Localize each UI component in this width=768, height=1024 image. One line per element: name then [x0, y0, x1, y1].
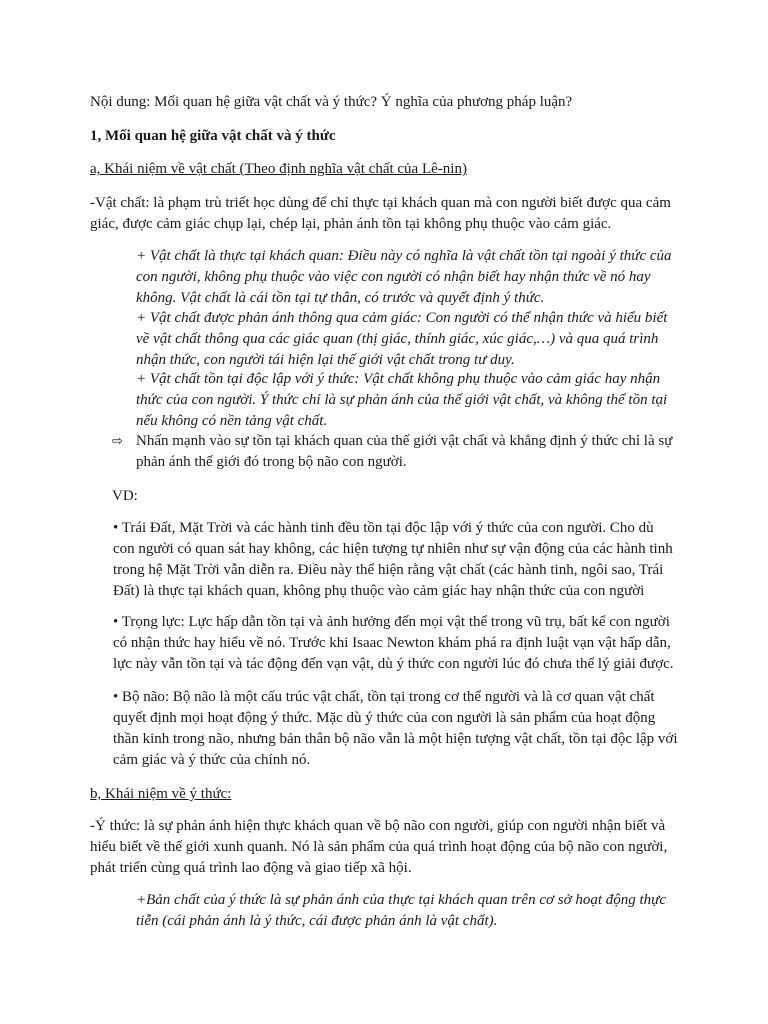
- example-3: • Bộ não: Bộ não là một cấu trúc vật chất, tồn tại trong cơ thể người và là cơ quan vật chất quyết định mọi hoạt động ý thức. Mặc dù ý thức của con người là sản phẩm của hoạt động thần kinh trong não, nhưng bản thân bộ não vẫn là một hiện tượng vật chất, tồn tại độc lập với cảm giác và ý thức của chính nó.: [113, 689, 678, 768]
- consciousness-definition: -Ý thức: là sự phản ánh hiện thực khách quan về bộ não con người, giúp con người nhận biết và hiểu biết về thế giới xunh quanh. Nó là sản phẩm của quá trình hoạt động của bộ não con người, phát triển cùng quá trình lao động và giao tiếp xã hội.: [90, 818, 668, 876]
- matter-point-1: + Vật chất là thực tại khách quan: Điều này có nghĩa là vật chất tồn tại ngoài ý thức của con người, không phụ thuộc vào việc con người có nhận biết hay nhận thức về nó hay không. Vật chất là cái tồn tại tự thân, có trước và quyết định ý thức.: [136, 248, 672, 306]
- subsection-a-text: a, Khái niệm về vật chất (Theo định nghĩa vật chất của Lê-nin): [90, 161, 467, 177]
- matter-definition: -Vật chất: là phạm trù triết học dùng để chỉ thực tại khách quan mà con người biết được qua cảm giác, được cảm giác chụp lại, chép lại, phản ánh tồn tại không phụ thuộc vào cảm giác.: [90, 195, 671, 232]
- conclusion-text: Nhấn mạnh vào sự tồn tại khách quan của thế giới vật chất và khẳng định ý thức chỉ là sự phản ánh thế giới đó trong bộ não con người.: [136, 433, 673, 470]
- section-title-1: 1, Mối quan hệ giữa vật chất và ý thức: [90, 128, 336, 144]
- arrow-right-icon: ⇨: [112, 434, 123, 449]
- matter-point-2: + Vật chất được phản ánh thông qua cảm giác: Con người có thể nhận thức và hiểu biết về vật chất thông qua các giác quan (thị giác, thính giác, xúc giác,…) và qua quá trình nhận thức, con người tái hiện lại thế giới vật chất trong tư duy.: [136, 310, 668, 368]
- matter-point-3: + Vật chất tồn tại độc lập với ý thức: Vật chất không phụ thuộc vào cảm giác hay nhận thức của con người. Ý thức chỉ là sự phản ánh của thế giới vật chất, và không thể tồn tại nếu không có nền tảng vật chất.: [136, 371, 668, 429]
- subsection-a: [90, 159, 680, 180]
- subsection-b-text: b, Khái niệm về ý thức:: [90, 786, 232, 802]
- consciousness-essence: +Bản chất của ý thức là sự phản ánh của thực tại khách quan trên cơ sở hoạt động thực tiễn (cái phản ánh là ý thức, cái được phản ánh là vật chất).: [136, 892, 667, 929]
- example-label: VD:: [112, 488, 138, 504]
- example-2: • Trọng lực: Lực hấp dẫn tồn tại và ảnh hưởng đến mọi vật thể trong vũ trụ, bất kể con người có nhận thức hay hiểu về nó. Trước khi Isaac Newton khám phá ra định luật vạn vật hấp dẫn, lực này vẫn tồn tại và tác động đến vạn vật, dù ý thức con người lúc đó chưa thể lý giải được.: [113, 614, 674, 672]
- subsection-b: [90, 784, 680, 805]
- document-heading: Nội dung: Mối quan hệ giữa vật chất và ý thức? Ý nghĩa của phương pháp luận?: [90, 94, 573, 110]
- example-1: • Trái Đất, Mặt Trời và các hành tinh đều tồn tại độc lập với ý thức của con người. Cho dù con người có quan sát hay không, các hiện tượng tự nhiên như sự vận động của các hành tinh trong hệ Mặt Trời vẫn diễn ra. Điều này thể hiện rằng vật chất (các hành tinh, ngôi sao, Trái Đất) là thực tại khách quan, không phụ thuộc vào cảm giác hay nhận thức của con người: [113, 520, 673, 599]
